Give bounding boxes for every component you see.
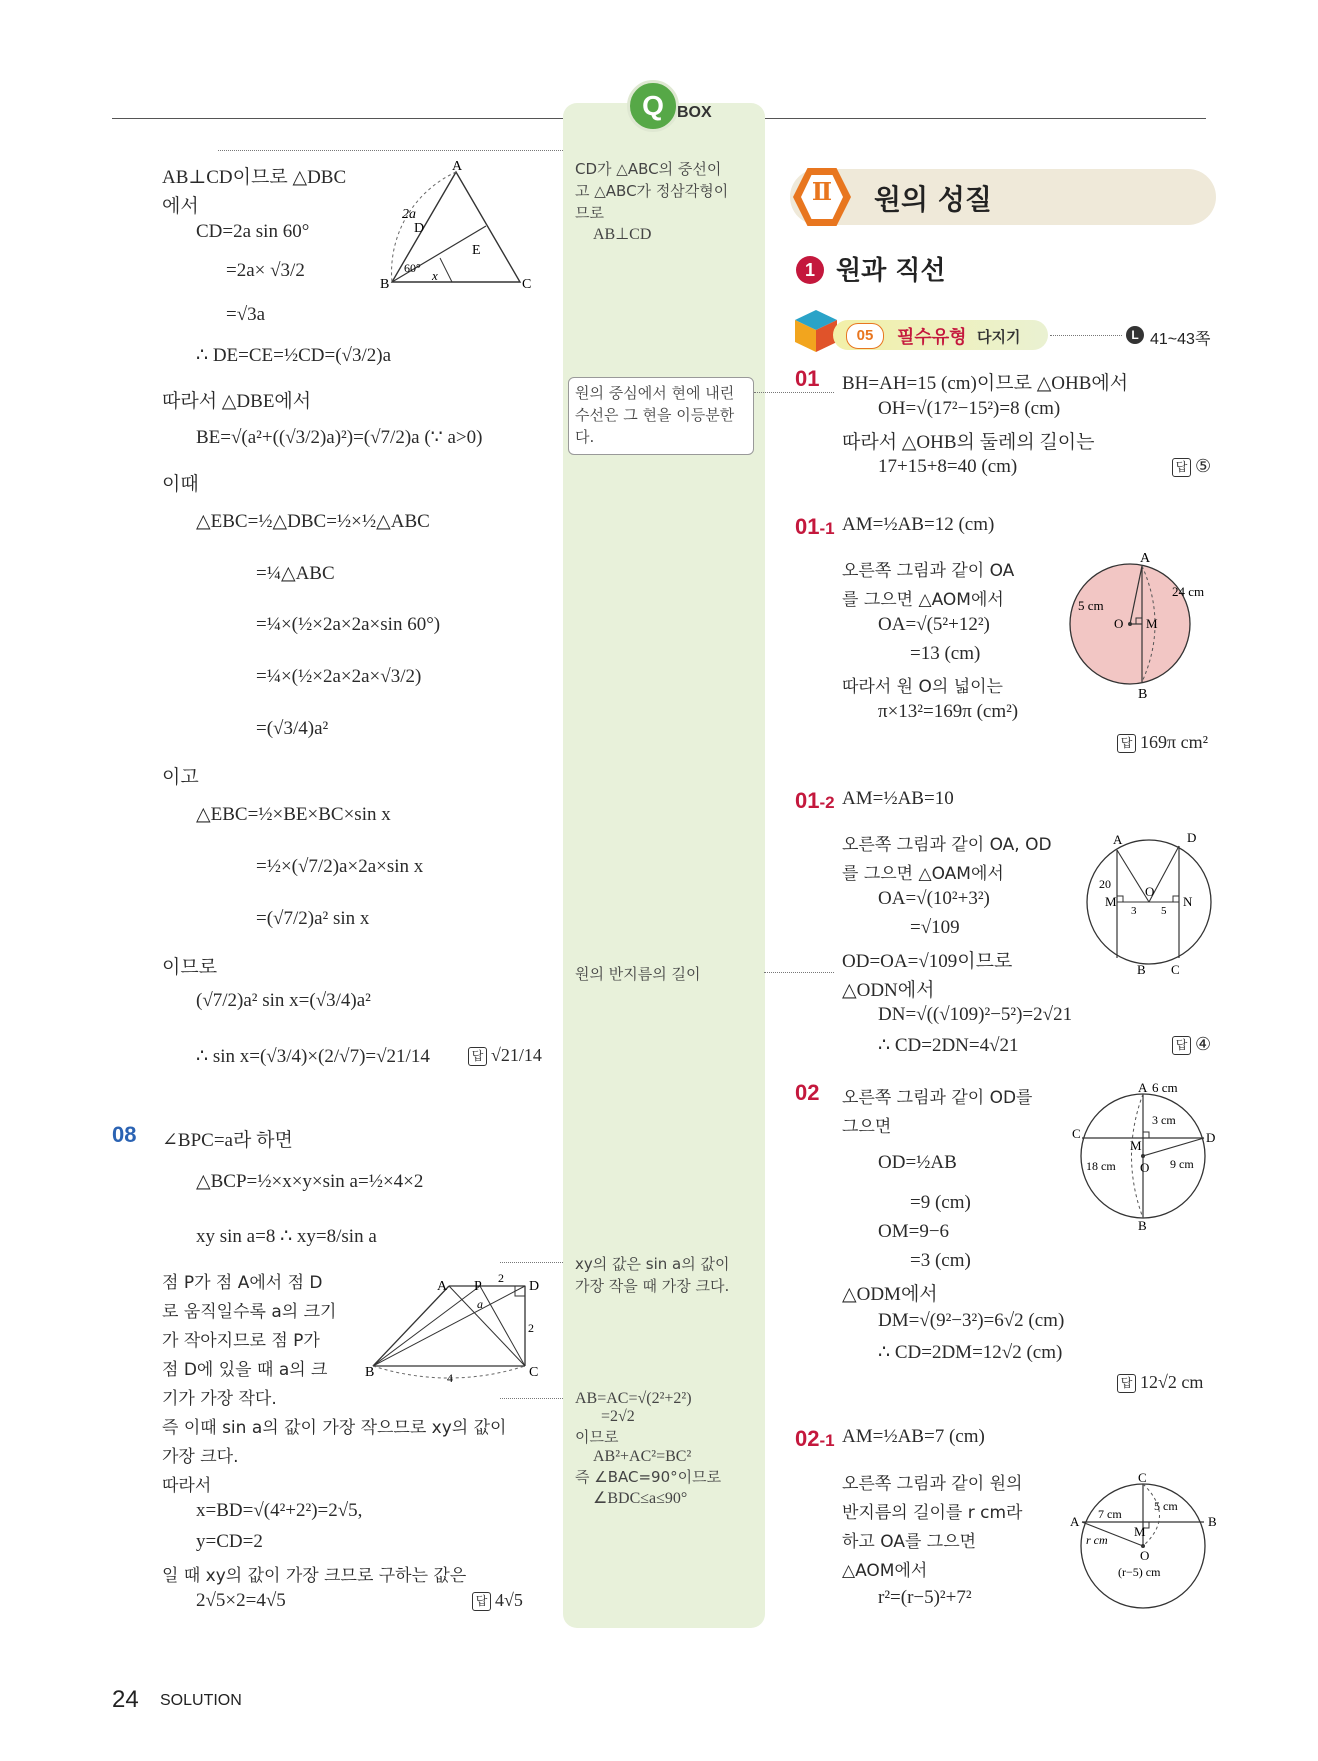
side-note-5-d: AB²+AC²=BC² bbox=[593, 1448, 692, 1465]
q02-number: 02 bbox=[795, 1080, 820, 1105]
p08-line-13: y=CD=2 bbox=[196, 1531, 263, 1552]
tri-label-a: A bbox=[452, 160, 463, 174]
q02-fig-o: O bbox=[1140, 1160, 1150, 1175]
q02-1-line-5: △AOM에서 bbox=[842, 1561, 928, 1581]
problem-08-number: 08 bbox=[112, 1122, 137, 1147]
left-line-2: 에서 bbox=[162, 196, 199, 217]
q011-fig-a: A bbox=[1140, 551, 1151, 566]
q01-line-4: 17+15+8=40 (cm) bbox=[878, 456, 1018, 477]
side-note-2-c: 다. bbox=[575, 428, 595, 446]
left-line-10: △EBC=½△DBC=½×½△ABC bbox=[196, 511, 430, 532]
side-note-4 bbox=[575, 1253, 765, 1297]
page-ref: 41~43쪽 bbox=[1150, 331, 1211, 348]
q02-fig-18: 18 cm bbox=[1086, 1159, 1116, 1173]
q011-fig-24: 24 cm bbox=[1172, 584, 1205, 599]
page-ref-icon: L bbox=[1126, 326, 1144, 344]
q012-fig-3: 3 bbox=[1131, 905, 1137, 917]
q02-line-6: =3 (cm) bbox=[910, 1250, 971, 1271]
answer-mark-icon: 답 bbox=[1172, 1036, 1191, 1055]
q02-fig-9: 9 cm bbox=[1170, 1157, 1194, 1171]
side-note-4-a: xy의 값은 sin a의 값이 bbox=[575, 1255, 730, 1273]
q01-1-line-6: 따라서 원 O의 넓이는 bbox=[842, 677, 1003, 697]
tri-label-2a: 2a bbox=[402, 207, 416, 222]
q021-fig-m: M bbox=[1134, 1524, 1146, 1539]
chapter-num: Ⅱ bbox=[811, 177, 833, 206]
tri-label-b: B bbox=[380, 277, 390, 290]
q012-fig-a: A bbox=[1113, 832, 1123, 847]
p08-line-6: 가 작아지므로 점 P가 bbox=[162, 1331, 320, 1351]
p08-line-10: 가장 크다. bbox=[162, 1447, 239, 1467]
left-line-8: BE=√(a²+((√3/2)a)²)=(√7/2)a (∵ a>0) bbox=[196, 427, 483, 448]
left-answer-1: 답 √21/14 bbox=[468, 1045, 542, 1066]
p08-line-5: 로 움직일수록 a의 크기 bbox=[162, 1302, 337, 1322]
left-line-20: (√7/2)a² sin x=(√3/4)a² bbox=[196, 990, 371, 1011]
q021-fig-a: A bbox=[1070, 1514, 1080, 1529]
answer-mark-icon: 답 bbox=[1117, 734, 1136, 753]
answer-mark-icon: 답 bbox=[1117, 1374, 1136, 1393]
left-line-17: =½×(√7/2)a×2a×sin x bbox=[256, 856, 424, 877]
tri-label-x: x bbox=[432, 268, 438, 283]
q01-2-line-8: DN=√((√109)²−5²)=2√21 bbox=[878, 1004, 1073, 1025]
p08-line-11: 따라서 bbox=[162, 1476, 212, 1496]
connector-1 bbox=[218, 150, 563, 151]
side-note-5-e: 즉 ∠BAC=90°이므로 bbox=[575, 1468, 722, 1486]
p08-line-2: △BCP=½×x×y×sin a=½×4×2 bbox=[196, 1171, 424, 1192]
left-line-14: =(√3/4)a² bbox=[256, 718, 329, 739]
q01-2-line-3: 를 그으면 △OAM에서 bbox=[842, 864, 1004, 884]
q021-fig-5: 5 cm bbox=[1154, 1499, 1178, 1513]
side-note-5-b: =2√2 bbox=[601, 1408, 635, 1425]
side-note-1-d: AB⊥CD bbox=[593, 226, 652, 243]
q01-1-figure bbox=[1060, 548, 1220, 698]
type-sub: 다지기 bbox=[977, 328, 1021, 346]
side-note-5 bbox=[575, 1390, 765, 1508]
side-note-5-f: ∠BDC≤a≤90° bbox=[593, 1490, 688, 1507]
section-title: 원과 직선 bbox=[836, 256, 946, 286]
q02-fig-m: M bbox=[1130, 1138, 1142, 1153]
connector-2 bbox=[754, 392, 834, 393]
q01-1-number: 01-1 bbox=[795, 514, 835, 539]
qbox-label: BOX bbox=[677, 104, 712, 121]
tri-label-e: E bbox=[472, 243, 481, 258]
side-note-3: 원의 반지름의 길이 bbox=[575, 965, 701, 983]
q01-1-line-4: OA=√(5²+12²) bbox=[878, 614, 990, 635]
footer-label: SOLUTION bbox=[160, 1692, 242, 1709]
p08-line-4: 점 P가 점 A에서 점 D bbox=[162, 1273, 323, 1293]
left-line-13: =¼×(½×2a×2a×√3/2) bbox=[256, 666, 422, 687]
type-title: 필수유형 bbox=[897, 327, 967, 348]
q01-1-answer: 답 169π cm² bbox=[1117, 732, 1208, 753]
tri-label-d: D bbox=[414, 221, 425, 236]
left-answer-2: 답 4√5 bbox=[472, 1590, 523, 1611]
q02-fig-b: B bbox=[1138, 1218, 1147, 1230]
q02-fig-c: C bbox=[1072, 1126, 1081, 1141]
side-note-1 bbox=[575, 158, 760, 244]
q02-line-8: DM=√(9²−3²)=6√2 (cm) bbox=[878, 1310, 1065, 1331]
left-line-15: 이고 bbox=[162, 767, 199, 788]
q01-2-line-1: AM=½AB=10 bbox=[842, 788, 954, 809]
q01-2-line-6: OD=OA=√109이므로 bbox=[842, 951, 1013, 972]
section-num: 1 bbox=[804, 260, 815, 280]
left-line-1: AB⊥CD이므로 △DBC bbox=[162, 167, 347, 188]
q01-1-line-2: 오른쪽 그림과 같이 OA bbox=[842, 561, 1015, 581]
q011-fig-5: 5 cm bbox=[1078, 598, 1104, 613]
q011-fig-m: M bbox=[1146, 616, 1158, 631]
left-line-5: =√3a bbox=[226, 304, 266, 325]
type-num-badge: 05 bbox=[846, 323, 884, 349]
rect-label-b: B bbox=[365, 1365, 375, 1380]
q02-fig-a: A bbox=[1138, 1080, 1148, 1095]
q021-fig-b: B bbox=[1208, 1514, 1217, 1529]
rect-figure bbox=[365, 1272, 540, 1382]
q02-1-line-6: r²=(r−5)²+7² bbox=[878, 1587, 972, 1608]
q02-answer: 답 12√2 cm bbox=[1117, 1372, 1203, 1393]
side-note-5-a: AB=AC=√(2²+2²) bbox=[575, 1390, 692, 1407]
q012-fig-5: 5 bbox=[1161, 905, 1167, 917]
q012-fig-n: N bbox=[1183, 894, 1193, 909]
q02-figure bbox=[1068, 1080, 1223, 1230]
side-note-2-a: 원의 중심에서 현에 내린 bbox=[575, 384, 735, 402]
p08-line-14: 일 때 xy의 값이 가장 크므로 구하는 값은 bbox=[162, 1566, 467, 1586]
connector-3 bbox=[764, 972, 834, 973]
q01-2-line-9: ∴ CD=2DN=4√21 bbox=[878, 1035, 1019, 1056]
p08-line-7: 점 D에 있을 때 a의 크 bbox=[162, 1360, 328, 1380]
rect-label-2-right: 2 bbox=[528, 1321, 534, 1335]
q02-line-7: △ODM에서 bbox=[842, 1284, 938, 1305]
side-note-1-b: 고 △ABC가 정삼각형이 bbox=[575, 182, 729, 200]
q02-1-figure bbox=[1068, 1470, 1223, 1620]
connector-5 bbox=[500, 1398, 563, 1399]
p08-line-8: 기가 가장 작다. bbox=[162, 1389, 277, 1409]
q01-2-line-7: △ODN에서 bbox=[842, 980, 935, 1001]
q02-fig-6: 6 cm bbox=[1152, 1080, 1178, 1095]
q01-answer: 답 ⑤ bbox=[1172, 456, 1211, 477]
tri-label-60: 60° bbox=[404, 261, 421, 275]
q01-1-line-5: =13 (cm) bbox=[910, 643, 981, 664]
q02-line-4: =9 (cm) bbox=[910, 1192, 971, 1213]
rect-label-4: 4 bbox=[447, 1371, 453, 1382]
q02-1-line-1: AM=½AB=7 (cm) bbox=[842, 1426, 985, 1447]
q021-fig-rm5: (r−5) cm bbox=[1118, 1565, 1161, 1579]
footer-page: 24 bbox=[112, 1686, 139, 1713]
tri-label-c: C bbox=[522, 277, 532, 290]
p08-line-1: ∠BPC=a라 하면 bbox=[162, 1130, 293, 1151]
q01-line-2: OH=√(17²−15²)=8 (cm) bbox=[878, 398, 1061, 419]
rect-label-2-top: 2 bbox=[498, 1272, 504, 1285]
q01-2-answer: 답 ④ bbox=[1172, 1034, 1211, 1055]
q02-1-line-4: 하고 OA를 그으면 bbox=[842, 1532, 977, 1552]
left-line-7: 따라서 △DBE에서 bbox=[162, 391, 312, 412]
left-line-11: =¼△ABC bbox=[256, 563, 335, 584]
connector-4 bbox=[500, 1262, 563, 1263]
q01-line-3: 따라서 △OHB의 둘레의 길이는 bbox=[842, 432, 1095, 453]
q011-fig-b: B bbox=[1138, 687, 1148, 698]
rect-label-d: D bbox=[529, 1279, 540, 1294]
q02-line-9: ∴ CD=2DM=12√2 (cm) bbox=[878, 1342, 1063, 1363]
p08-line-15: 2√5×2=4√5 bbox=[196, 1590, 286, 1611]
left-line-12: =¼×(½×2a×2a×sin 60°) bbox=[256, 614, 441, 635]
p08-line-3: xy sin a=8 ∴ xy=8/sin a bbox=[196, 1226, 377, 1247]
chapter-banner bbox=[790, 169, 1216, 225]
q02-line-3: OD=½AB bbox=[878, 1152, 957, 1173]
qbox-q: Q bbox=[642, 90, 664, 121]
q01-2-line-2: 오른쪽 그림과 같이 OA, OD bbox=[842, 835, 1052, 855]
rect-label-p: P bbox=[474, 1279, 482, 1294]
q012-fig-d: D bbox=[1187, 830, 1197, 845]
q02-line-1: 오른쪽 그림과 같이 OD를 bbox=[842, 1088, 1033, 1108]
rect-label-c: C bbox=[529, 1365, 539, 1380]
left-line-3: CD=2a sin 60° bbox=[196, 221, 310, 242]
qbox-badge bbox=[627, 80, 679, 132]
left-line-9: 이때 bbox=[162, 474, 199, 495]
answer-mark-icon: 답 bbox=[472, 1592, 491, 1611]
q01-number: 01 bbox=[795, 366, 820, 391]
cube-icon bbox=[793, 308, 839, 354]
q01-2-line-5: =√109 bbox=[910, 917, 960, 938]
left-line-19: 이므로 bbox=[162, 957, 218, 978]
q021-fig-c: C bbox=[1138, 1470, 1147, 1485]
q01-1-line-1: AM=½AB=12 (cm) bbox=[842, 514, 995, 535]
p08-line-9: 즉 이때 sin a의 값이 가장 작으므로 xy의 값이 bbox=[162, 1418, 507, 1438]
q01-1-line-3: 를 그으면 △AOM에서 bbox=[842, 590, 1004, 610]
q02-1-number: 02-1 bbox=[795, 1426, 835, 1451]
q02-fig-3: 3 cm bbox=[1152, 1113, 1176, 1127]
chapter-title: 원의 성질 bbox=[874, 183, 992, 216]
side-note-2-b: 수선은 그 현을 이등분한 bbox=[575, 406, 735, 424]
q01-line-1: BH=AH=15 (cm)이므로 △OHB에서 bbox=[842, 373, 1129, 394]
type-dots bbox=[1050, 335, 1122, 336]
side-note-5-c: 이므로 bbox=[575, 1428, 619, 1446]
q01-1-line-7: π×13²=169π (cm²) bbox=[878, 701, 1019, 722]
q012-fig-c: C bbox=[1171, 962, 1180, 977]
q021-fig-7: 7 cm bbox=[1098, 1507, 1122, 1521]
q02-1-line-2: 오른쪽 그림과 같이 원의 bbox=[842, 1474, 1023, 1494]
q01-2-line-4: OA=√(10²+3²) bbox=[878, 888, 990, 909]
left-line-16: △EBC=½×BE×BC×sin x bbox=[196, 804, 391, 825]
q02-1-line-3: 반지름의 길이를 r cm라 bbox=[842, 1503, 1023, 1523]
left-line-4: =2a× √3/2 bbox=[226, 260, 305, 281]
rect-label-alpha: a bbox=[477, 1297, 483, 1311]
left-line-18: =(√7/2)a² sin x bbox=[256, 908, 370, 929]
answer-mark-icon: 답 bbox=[1172, 458, 1191, 477]
q021-fig-o: O bbox=[1140, 1548, 1150, 1563]
answer-mark-icon: 답 bbox=[468, 1047, 487, 1066]
p08-line-12: x=BD=√(4²+2²)=2√5, bbox=[196, 1500, 363, 1521]
q012-fig-o: O bbox=[1145, 884, 1155, 899]
q02-line-2: 그으면 bbox=[842, 1117, 892, 1137]
side-note-4-b: 가장 작을 때 가장 크다. bbox=[575, 1277, 730, 1295]
side-note-2 bbox=[568, 377, 754, 455]
rect-label-a: A bbox=[437, 1279, 448, 1294]
left-line-6: ∴ DE=CE=½CD=(√3/2)a bbox=[196, 345, 392, 366]
q01-2-number: 01-2 bbox=[795, 788, 835, 813]
left-line-21: ∴ sin x=(√3/4)×(2/√7)=√21/14 bbox=[196, 1046, 430, 1067]
section-badge bbox=[796, 256, 824, 284]
side-note-1-c: 므로 bbox=[575, 204, 604, 222]
q011-fig-o: O bbox=[1114, 616, 1124, 631]
q021-fig-r: r cm bbox=[1086, 1533, 1108, 1547]
q02-fig-d: D bbox=[1206, 1130, 1216, 1145]
q02-line-5: OM=9−6 bbox=[878, 1221, 950, 1242]
q012-fig-m: M bbox=[1105, 894, 1117, 909]
q012-fig-b: B bbox=[1137, 962, 1146, 977]
triangle-figure bbox=[380, 160, 540, 290]
side-note-1-a: CD가 △ABC의 중선이 bbox=[575, 160, 722, 178]
q012-fig-20: 20 bbox=[1099, 877, 1111, 891]
q01-2-figure bbox=[1075, 828, 1225, 978]
